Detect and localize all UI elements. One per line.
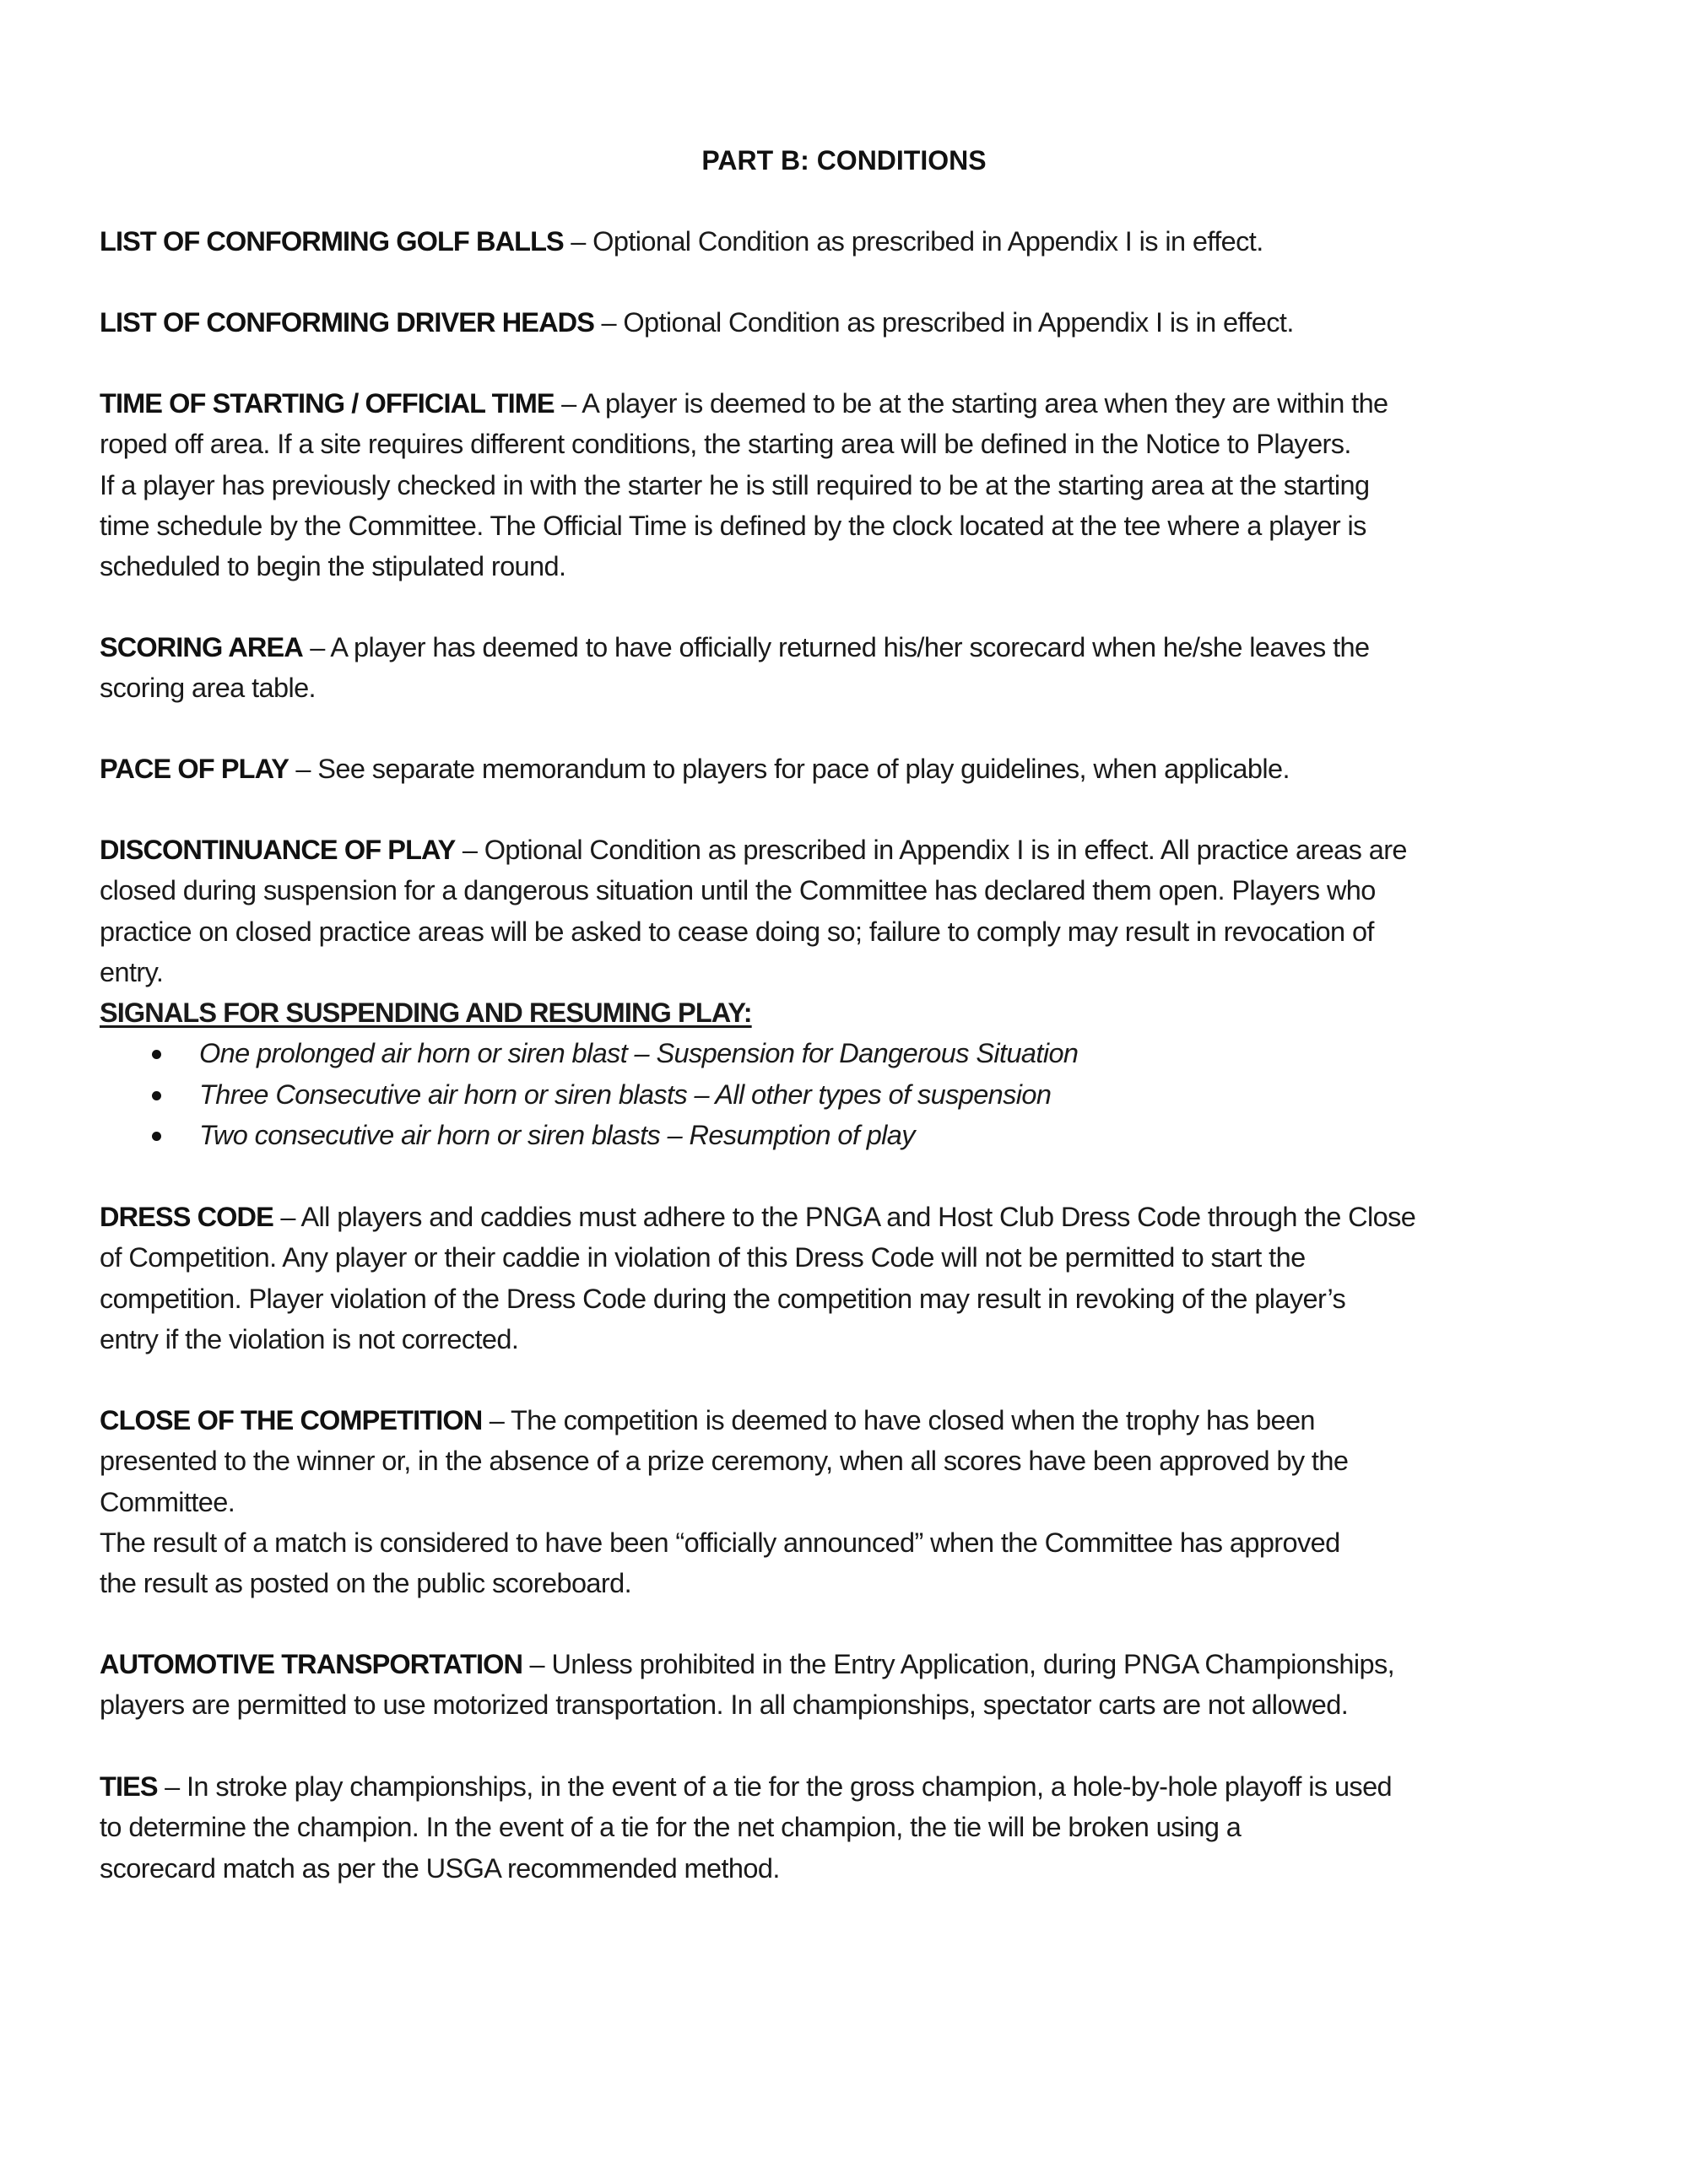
section-heading: SCORING AREA [100,632,303,662]
section-line [100,830,1619,870]
bullet-icon [152,1050,161,1059]
section-heading: DISCONTINUANCE OF PLAY [100,835,456,865]
section-text: – All players and caddies must adhere to the PNGA and Host Club Dress Code through the Close [280,1202,1416,1232]
section-text: – In stroke play championships, in the event of a tie for the gross champion, a hole-by-hole playoff is used [165,1771,1393,1802]
section-time-of-starting [100,383,1619,587]
section-line [100,383,1619,424]
section-heading: CLOSE OF THE COMPETITION [100,1405,483,1435]
section-line [100,1197,1619,1237]
section-text: entry if the violation is not corrected. [100,1323,519,1354]
section-dress-code [100,1197,1619,1360]
section-line [100,1400,1619,1441]
bullet-icon [152,1132,161,1141]
signals-list [100,1033,1619,1155]
list-item [100,1033,1619,1073]
section-automotive-transportation [100,1644,1619,1726]
section-text: practice on closed practice areas will be asked to cease doing so; failure to comply may result in revocation of [100,916,1374,947]
section-text: – A player has deemed to have officially returned his/her scorecard when he/she leaves the [310,632,1370,662]
section-text: – Optional Condition as prescribed in Appendix I is in effect. [571,226,1263,257]
section-line [100,302,1619,343]
section-heading: LIST OF CONFORMING DRIVER HEADS [100,307,594,338]
section-scoring-area [100,627,1619,709]
section-text: entry. [100,956,164,987]
section-text: If a player has previously checked in with the starter he is still required to be at the starting area at the starting [100,469,1370,500]
section-line [100,749,1619,789]
section-heading: TIME OF STARTING / OFFICIAL TIME [100,388,555,419]
section-text: scorecard match as per the USGA recommended method. [100,1852,780,1884]
section-discontinuance [100,830,1619,992]
section-text: players are permitted to use motorized transportation. In all championships, spectator carts are not allowed. [100,1689,1349,1721]
section-text: competition. Player violation of the Dress Code during the competition may result in revoking of the player’s [100,1283,1346,1314]
section-heading: PACE OF PLAY [100,754,289,784]
section-heading: TIES [100,1771,158,1802]
list-item [100,1074,1619,1115]
section-line [100,1644,1619,1684]
section-text: closed during suspension for a dangerous situation until the Committee has declared them open. Players who [100,875,1376,906]
bullet-icon [152,1091,161,1100]
section-line [100,221,1619,262]
list-item-text: Two consecutive air horn or siren blasts – Resumption of play [199,1119,915,1150]
section-close-of-competition [100,1400,1619,1603]
section-heading: LIST OF CONFORMING GOLF BALLS [100,226,564,257]
list-item-text: Three Consecutive air horn or siren blasts – All other types of suspension [199,1078,1052,1110]
section-text: The result of a match is considered to have been “officially announced” when the Committee has approved [100,1527,1340,1558]
section-ties [100,1766,1619,1889]
section-text: – The competition is deemed to have closed when the trophy has been [489,1405,1315,1435]
section-heading: DRESS CODE [100,1202,273,1232]
section-text: scheduled to begin the stipulated round. [100,551,566,582]
list-item [100,1115,1619,1155]
section-text: – Unless prohibited in the Entry Application, during PNGA Championships, [529,1649,1395,1679]
section-signals [100,992,1619,1155]
section-heading: AUTOMOTIVE TRANSPORTATION [100,1649,523,1679]
section-text: scoring area table. [100,673,316,704]
section-pace-of-play [100,749,1619,789]
signals-heading: SIGNALS FOR SUSPENDING AND RESUMING PLAY: [100,997,752,1028]
page-title: PART B: CONDITIONS [701,145,987,176]
section-golf-balls [100,221,1619,262]
section-text: – Optional Condition as prescribed in Appendix I is in effect. [601,307,1294,338]
section-text: – See separate memorandum to players for pace of play guidelines, when applicable. [295,754,1290,784]
section-text: Committee. [100,1486,235,1517]
section-text: – A player is deemed to be at the starting area when they are within the [561,388,1388,419]
section-driver-heads [100,302,1619,343]
section-text: roped off area. If a site requires different conditions, the starting area will be defined in the Notice to Players. [100,429,1351,460]
section-text: time schedule by the Committee. The Official Time is defined by the clock located at the tee where a player is [100,510,1366,541]
section-line [100,1766,1619,1807]
section-text: to determine the champion. In the event of a tie for the net champion, the tie will be broken using a [100,1812,1242,1843]
section-text: of Competition. Any player or their caddie in violation of this Dress Code will not be permitted to start the [100,1242,1306,1273]
section-text: – Optional Condition as prescribed in Appendix I is in effect. All practice areas are [462,835,1407,865]
section-text: the result as posted on the public scoreboard. [100,1568,632,1599]
section-line [100,627,1619,668]
list-item-text: One prolonged air horn or siren blast – Suspension for Dangerous Situation [199,1038,1079,1069]
section-text: presented to the winner or, in the absence of a prize ceremony, when all scores have been approved by the [100,1446,1349,1477]
